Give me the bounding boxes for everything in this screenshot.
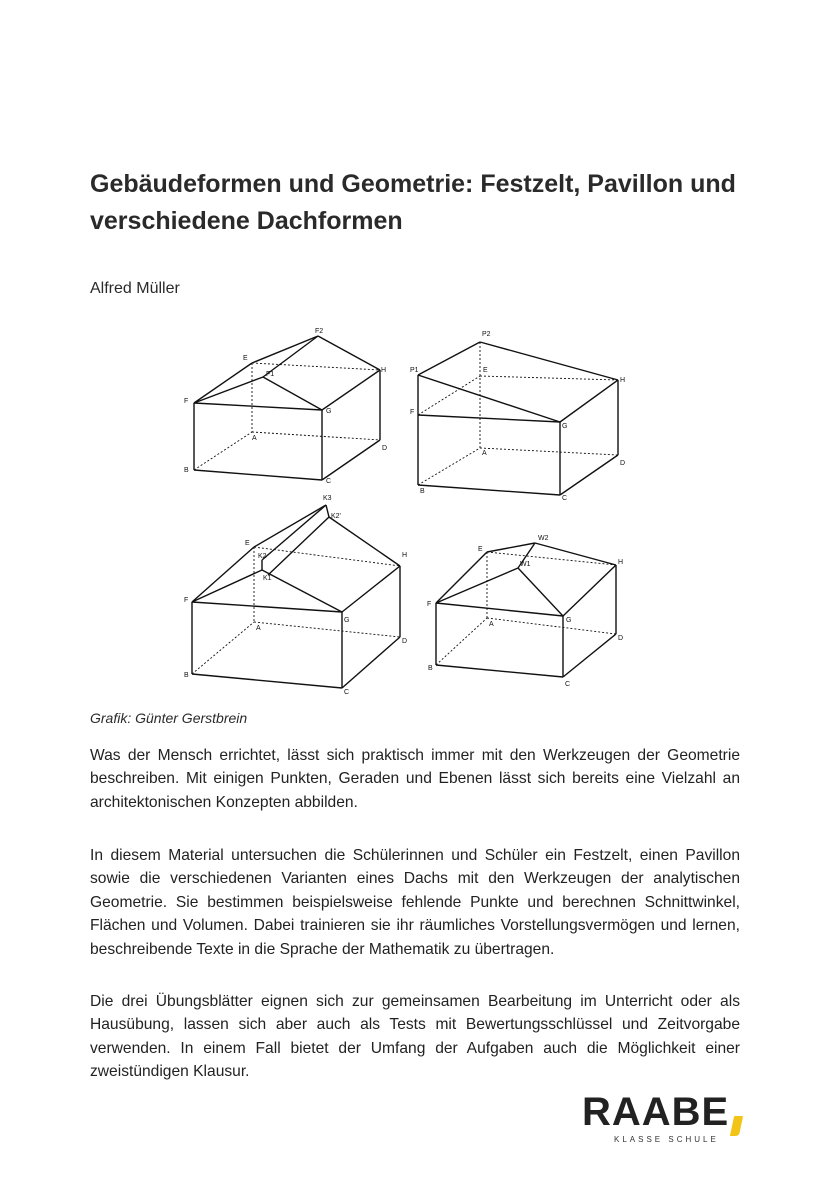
label-d: D [620, 460, 626, 467]
figure-dormer-roof [184, 495, 407, 696]
label-e: E [243, 355, 248, 362]
label-d: D [618, 635, 624, 642]
label-f: F [184, 398, 189, 405]
label-e: E [478, 546, 483, 553]
label-a: A [256, 625, 261, 632]
label-h: H [620, 377, 626, 384]
label-h: H [402, 552, 408, 559]
label-f: F [410, 409, 415, 416]
logo-wordmark: RAABE [582, 1090, 730, 1134]
figure-hip-roof [427, 535, 623, 688]
label-b: B [428, 665, 433, 672]
intro-paragraph-1: Was der Mensch errichtet, lässt sich praktisch immer mit den Werkzeugen der Geometrie beschreiben. Mit einigen Punkten, Geraden und Ebenen lässt sich bereits eine Vielzahl an architektonischen Konzepten abbilden. [90, 747, 740, 811]
label-c: C [562, 495, 568, 502]
label-g: G [344, 617, 350, 624]
label-f: F [427, 601, 432, 608]
label-k1: K1 [263, 575, 272, 582]
label-k3: K3 [323, 495, 332, 502]
label-f2: F2 [315, 328, 324, 335]
label-k2: K2 [258, 553, 267, 560]
label-a: A [482, 450, 487, 457]
figure-roof-ridge [184, 328, 387, 485]
label-p2: P2 [482, 331, 491, 338]
label-f: F [184, 597, 189, 604]
label-e: E [245, 540, 250, 547]
label-g: G [562, 423, 568, 430]
label-k2-prime: K2' [331, 513, 341, 520]
label-g: G [326, 408, 332, 415]
intro-paragraph-2: In diesem Material untersuchen die Schülerinnen und Schüler ein Festzelt, einen Pavillon sowie die verschiedenen Varianten eines Dachs mit den Werkzeugen der analytischen Geometrie. Sie bestimmen beispielsweise fehlende Punkte und berechnen Schnittwinkel, Flächen und Volumen. Dabei trainieren sie ihr räumliches Vorstellungsvermögen und lernen, beschreibende Texte in die Sprache der Mathematik zu übertragen. [90, 847, 740, 958]
label-w1: W1 [520, 561, 531, 568]
logo-subtitle: KLASSE SCHULE [614, 1135, 719, 1144]
figure-caption: Grafik: Günter Gerstbrein [90, 710, 248, 726]
label-a: A [252, 435, 257, 442]
label-c: C [565, 681, 571, 688]
intro-paragraph-3: Die drei Übungsblätter eignen sich zur gemeinsamen Bearbeitung im Unterricht oder als Hausübung, lassen sich aber auch als Tests mit Bewertungsschlüssel und Zeitvorgabe verwenden. In einem Fall bietet der Umfang der Aufgaben auch die Möglichkeit einer zweistündigen Klausur. [90, 993, 740, 1081]
author-name: Alfred Müller [90, 280, 180, 297]
document-title: Gebäudeformen und Geometrie: Festzelt, Pavillon und verschiedene Dachformen [90, 170, 736, 235]
figure-monopitch-roof [410, 331, 625, 502]
label-d: D [402, 638, 408, 645]
label-c: C [326, 478, 332, 485]
label-w2: W2 [538, 535, 549, 542]
raabe-logo [582, 1090, 752, 1150]
label-f1: F1 [266, 371, 275, 378]
label-g: G [566, 617, 572, 624]
label-b: B [184, 672, 189, 679]
label-p1: P1 [410, 367, 419, 374]
label-a: A [489, 621, 494, 628]
label-b: B [420, 488, 425, 495]
logo-comma-mark [730, 1116, 743, 1136]
label-h: H [618, 559, 624, 566]
label-c: C [344, 689, 350, 696]
label-h: H [381, 367, 387, 374]
label-b: B [184, 467, 189, 474]
label-e: E [483, 367, 488, 374]
label-d: D [382, 445, 388, 452]
